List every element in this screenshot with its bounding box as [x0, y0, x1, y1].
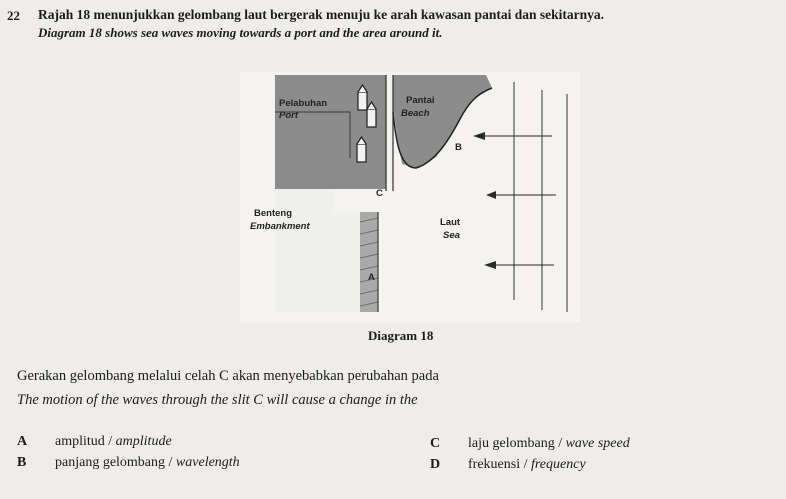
label-beach: Beach [401, 108, 430, 119]
label-pelabuhan: Pelabuhan [279, 98, 328, 109]
label-b: B [455, 142, 462, 153]
question-stem-malay: Gerakan gelombang melalui celah C akan menyebabkan perubahan pada [17, 368, 439, 384]
option-c-letter: C [430, 436, 441, 451]
option-c-malay: laju gelombang / [468, 436, 563, 451]
breakwater [386, 75, 393, 192]
option-d-english: frequency [530, 457, 586, 472]
option-b-english: wavelength [175, 455, 240, 470]
label-port: Port [279, 110, 298, 121]
option-a-english: amplitude [115, 434, 172, 449]
question-text-malay: Rajah 18 menunjukkan gelombang laut bergerak menuju ke arah kawasan pantai dan sekitarnya. [38, 7, 604, 22]
label-embankment: Embankment [250, 221, 310, 232]
option-b-letter: B [17, 455, 27, 470]
option-c-english: wave speed [565, 436, 630, 451]
wave-diagram [240, 72, 580, 322]
option-d-malay: frekuensi / [468, 457, 528, 472]
option-c[interactable] [430, 436, 630, 452]
option-a[interactable] [17, 434, 172, 450]
diagram-caption: Diagram 18 [368, 328, 434, 343]
hatched-barrier [360, 212, 378, 312]
label-c: C [376, 188, 383, 199]
option-d-letter: D [430, 457, 441, 472]
label-pantai: Pantai [406, 95, 435, 106]
wave-diagram-svg [240, 72, 580, 322]
option-b-malay: panjang gelombang / [55, 455, 173, 470]
option-a-letter: A [17, 434, 28, 449]
option-a-malay: amplitud / [55, 434, 113, 449]
label-benteng: Benteng [254, 208, 292, 219]
option-d[interactable] [430, 457, 586, 473]
option-b[interactable] [17, 455, 240, 471]
label-a: A [368, 272, 375, 283]
question-stem-english: The motion of the waves through the slit C will cause a change in the [17, 392, 418, 408]
label-laut: Laut [440, 217, 461, 228]
question-number: 22 [7, 8, 20, 23]
question-text-english: Diagram 18 shows sea waves moving towards a port and the area around it. [38, 25, 443, 40]
label-sea: Sea [443, 230, 460, 241]
